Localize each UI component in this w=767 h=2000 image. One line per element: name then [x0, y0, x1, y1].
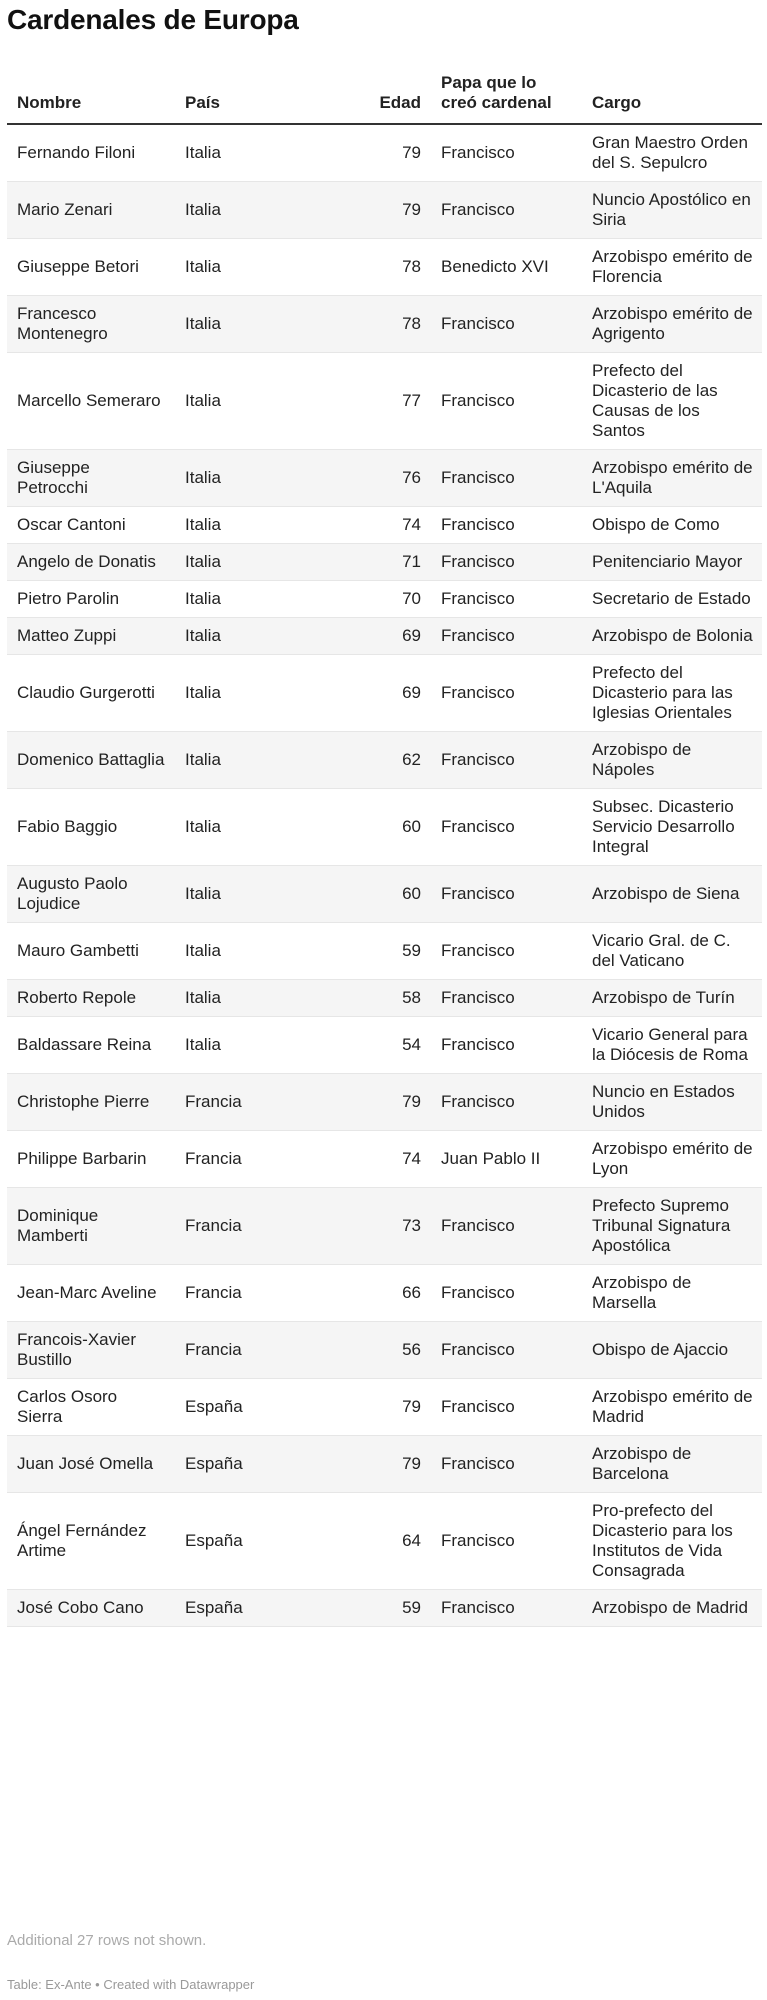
cell-nombre: Christophe Pierre — [7, 1074, 175, 1131]
cell-edad: 71 — [305, 544, 431, 581]
cell-pais: Italia — [175, 507, 305, 544]
cell-cargo: Arzobispo emérito de Lyon — [582, 1131, 762, 1188]
cell-cargo: Arzobispo de Siena — [582, 866, 762, 923]
table-row — [7, 655, 762, 732]
cell-edad: 79 — [305, 124, 431, 182]
rows-not-shown-note: Additional 27 rows not shown. — [7, 1932, 207, 1949]
cell-pais: España — [175, 1493, 305, 1590]
cell-pais: Italia — [175, 866, 305, 923]
cell-papa: Francisco — [431, 1590, 582, 1627]
cell-cargo: Arzobispo de Madrid — [582, 1590, 762, 1627]
table-row — [7, 866, 762, 923]
cell-nombre: Dominique Mamberti — [7, 1188, 175, 1265]
column-header-edad[interactable]: Edad — [305, 68, 431, 124]
table-row — [7, 124, 762, 182]
cell-cargo: Vicario Gral. de C. del Vaticano — [582, 923, 762, 980]
cell-cargo: Arzobispo emérito de L'Aquila — [582, 450, 762, 507]
cell-edad: 69 — [305, 655, 431, 732]
cell-nombre: Roberto Repole — [7, 980, 175, 1017]
cell-pais: Italia — [175, 1017, 305, 1074]
cell-pais: Italia — [175, 732, 305, 789]
table-row — [7, 1074, 762, 1131]
table-title: Cardenales de Europa — [7, 4, 299, 35]
table-header — [7, 68, 762, 124]
cell-cargo: Arzobispo emérito de Agrigento — [582, 296, 762, 353]
cell-pais: Francia — [175, 1188, 305, 1265]
table-row — [7, 1436, 762, 1493]
cell-papa: Francisco — [431, 655, 582, 732]
cell-nombre: Augusto Paolo Lojudice — [7, 866, 175, 923]
cell-pais: Italia — [175, 124, 305, 182]
cell-papa: Francisco — [431, 1265, 582, 1322]
cell-edad: 66 — [305, 1265, 431, 1322]
cell-papa: Francisco — [431, 618, 582, 655]
cell-nombre: Domenico Battaglia — [7, 732, 175, 789]
table-row — [7, 182, 762, 239]
cell-cargo: Obispo de Como — [582, 507, 762, 544]
cell-nombre: Giuseppe Betori — [7, 239, 175, 296]
cell-nombre: Angelo de Donatis — [7, 544, 175, 581]
cell-cargo: Nuncio en Estados Unidos — [582, 1074, 762, 1131]
table-row — [7, 789, 762, 866]
cell-edad: 60 — [305, 789, 431, 866]
cell-edad: 78 — [305, 239, 431, 296]
cell-papa: Francisco — [431, 1322, 582, 1379]
cell-nombre: Mauro Gambetti — [7, 923, 175, 980]
cell-papa: Francisco — [431, 1493, 582, 1590]
table-row — [7, 980, 762, 1017]
cell-edad: 54 — [305, 1017, 431, 1074]
cell-pais: España — [175, 1590, 305, 1627]
cell-nombre: Philippe Barbarin — [7, 1131, 175, 1188]
cell-papa: Francisco — [431, 732, 582, 789]
cell-papa: Francisco — [431, 1188, 582, 1265]
cell-pais: Francia — [175, 1265, 305, 1322]
cell-cargo: Secretario de Estado — [582, 581, 762, 618]
cell-papa: Francisco — [431, 581, 582, 618]
table-row — [7, 1017, 762, 1074]
table-row — [7, 450, 762, 507]
cell-pais: Italia — [175, 980, 305, 1017]
cell-cargo: Arzobispo de Bolonia — [582, 618, 762, 655]
cell-edad: 69 — [305, 618, 431, 655]
cell-edad: 79 — [305, 1074, 431, 1131]
cell-edad: 58 — [305, 980, 431, 1017]
table-row — [7, 1322, 762, 1379]
cell-papa: Francisco — [431, 544, 582, 581]
cell-papa: Francisco — [431, 789, 582, 866]
cell-edad: 79 — [305, 1436, 431, 1493]
cell-nombre: Fabio Baggio — [7, 789, 175, 866]
cell-edad: 74 — [305, 507, 431, 544]
column-header-papa[interactable]: Papa que lo creó cardenal — [431, 68, 582, 124]
cell-nombre: Giuseppe Petrocchi — [7, 450, 175, 507]
cell-nombre: Mario Zenari — [7, 182, 175, 239]
cell-pais: Italia — [175, 544, 305, 581]
cell-papa: Francisco — [431, 1436, 582, 1493]
cell-papa: Francisco — [431, 866, 582, 923]
cell-edad: 79 — [305, 1379, 431, 1436]
column-header-nombre[interactable]: Nombre — [7, 68, 175, 124]
table-row — [7, 1265, 762, 1322]
cell-cargo: Arzobispo de Barcelona — [582, 1436, 762, 1493]
cell-papa: Francisco — [431, 923, 582, 980]
cell-papa: Francisco — [431, 296, 582, 353]
cell-papa: Benedicto XVI — [431, 239, 582, 296]
cell-pais: Italia — [175, 296, 305, 353]
cell-nombre: Marcello Semeraro — [7, 353, 175, 450]
cell-nombre: Juan José Omella — [7, 1436, 175, 1493]
cell-edad: 78 — [305, 296, 431, 353]
table-row — [7, 296, 762, 353]
cell-nombre: Francois-Xavier Bustillo — [7, 1322, 175, 1379]
cell-cargo: Penitenciario Mayor — [582, 544, 762, 581]
table-footer: Table: Ex-Ante • Created with Datawrapper — [7, 1977, 255, 1992]
cell-cargo: Gran Maestro Orden del S. Sepulcro — [582, 124, 762, 182]
cell-papa: Francisco — [431, 980, 582, 1017]
cell-cargo: Subsec. Dicasterio Servicio Desarrollo Integral — [582, 789, 762, 866]
cell-pais: Italia — [175, 353, 305, 450]
cell-edad: 64 — [305, 1493, 431, 1590]
cell-nombre: Pietro Parolin — [7, 581, 175, 618]
cell-pais: Italia — [175, 655, 305, 732]
cell-nombre: José Cobo Cano — [7, 1590, 175, 1627]
cell-papa: Francisco — [431, 1379, 582, 1436]
cell-pais: Francia — [175, 1131, 305, 1188]
cell-edad: 59 — [305, 1590, 431, 1627]
cell-nombre: Ángel Fernández Artime — [7, 1493, 175, 1590]
table-row — [7, 544, 762, 581]
table-body — [7, 124, 762, 1627]
cell-nombre: Jean-Marc Aveline — [7, 1265, 175, 1322]
cell-papa: Francisco — [431, 1017, 582, 1074]
cell-edad: 60 — [305, 866, 431, 923]
cell-nombre: Fernando Filoni — [7, 124, 175, 182]
cell-pais: Italia — [175, 182, 305, 239]
cell-nombre: Baldassare Reina — [7, 1017, 175, 1074]
cell-nombre: Francesco Montenegro — [7, 296, 175, 353]
cell-edad: 74 — [305, 1131, 431, 1188]
cell-cargo: Prefecto del Dicasterio de las Causas de los Santos — [582, 353, 762, 450]
cardinals-table — [7, 68, 762, 1627]
cell-papa: Francisco — [431, 182, 582, 239]
cell-edad: 56 — [305, 1322, 431, 1379]
cell-papa: Francisco — [431, 353, 582, 450]
cell-edad: 77 — [305, 353, 431, 450]
cell-pais: España — [175, 1436, 305, 1493]
cell-pais: España — [175, 1379, 305, 1436]
table-row — [7, 1131, 762, 1188]
cell-pais: Francia — [175, 1074, 305, 1131]
table-row — [7, 732, 762, 789]
cell-cargo: Prefecto del Dicasterio para las Iglesias Orientales — [582, 655, 762, 732]
cell-cargo: Arzobispo de Marsella — [582, 1265, 762, 1322]
column-header-pais[interactable]: País — [175, 68, 305, 124]
cell-nombre: Claudio Gurgerotti — [7, 655, 175, 732]
cell-edad: 59 — [305, 923, 431, 980]
cell-cargo: Arzobispo de Turín — [582, 980, 762, 1017]
cell-cargo: Arzobispo emérito de Florencia — [582, 239, 762, 296]
table-row — [7, 239, 762, 296]
table-row — [7, 923, 762, 980]
cell-papa: Francisco — [431, 507, 582, 544]
cell-cargo: Arzobispo emérito de Madrid — [582, 1379, 762, 1436]
table-row — [7, 1379, 762, 1436]
cell-pais: Italia — [175, 923, 305, 980]
cell-edad: 76 — [305, 450, 431, 507]
cell-cargo: Vicario General para la Diócesis de Roma — [582, 1017, 762, 1074]
table-row — [7, 1493, 762, 1590]
cell-pais: Francia — [175, 1322, 305, 1379]
cell-papa: Francisco — [431, 1074, 582, 1131]
cell-pais: Italia — [175, 789, 305, 866]
cell-pais: Italia — [175, 618, 305, 655]
table-row — [7, 618, 762, 655]
cell-pais: Italia — [175, 450, 305, 507]
cell-cargo: Obispo de Ajaccio — [582, 1322, 762, 1379]
cell-cargo: Prefecto Supremo Tribunal Signatura Apostólica — [582, 1188, 762, 1265]
cell-cargo: Arzobispo de Nápoles — [582, 732, 762, 789]
cell-nombre: Carlos Osoro Sierra — [7, 1379, 175, 1436]
cell-papa: Francisco — [431, 124, 582, 182]
cell-pais: Italia — [175, 239, 305, 296]
cell-papa: Juan Pablo II — [431, 1131, 582, 1188]
table-row — [7, 1590, 762, 1627]
table-row — [7, 353, 762, 450]
column-header-cargo[interactable]: Cargo — [582, 68, 762, 124]
cell-nombre: Matteo Zuppi — [7, 618, 175, 655]
cell-cargo: Pro-prefecto del Dicasterio para los Institutos de Vida Consagrada — [582, 1493, 762, 1590]
cell-edad: 79 — [305, 182, 431, 239]
cell-edad: 73 — [305, 1188, 431, 1265]
cell-nombre: Oscar Cantoni — [7, 507, 175, 544]
cell-papa: Francisco — [431, 450, 582, 507]
cell-edad: 70 — [305, 581, 431, 618]
table-row — [7, 581, 762, 618]
table-row — [7, 507, 762, 544]
cell-cargo: Nuncio Apostólico en Siria — [582, 182, 762, 239]
cell-pais: Italia — [175, 581, 305, 618]
table-row — [7, 1188, 762, 1265]
cell-edad: 62 — [305, 732, 431, 789]
